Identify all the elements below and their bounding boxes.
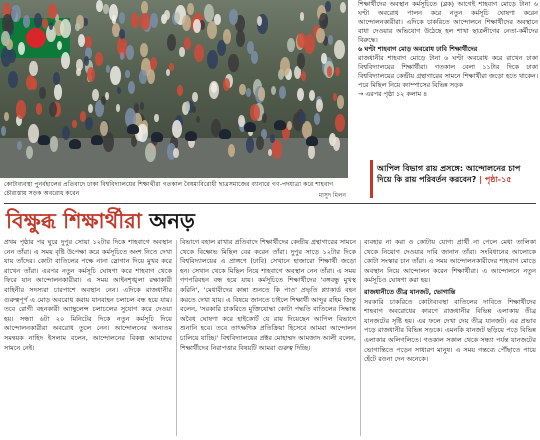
crowd-figure [211, 82, 217, 93]
crowd-figure [26, 146, 33, 159]
crowd-figure [340, 2, 346, 13]
crowd-figure [92, 89, 99, 101]
crowd-figure [239, 84, 245, 96]
crowd-figure [272, 140, 283, 159]
crowd-figure [150, 13, 158, 28]
crowd-figure [287, 38, 295, 52]
crowd-figure [321, 53, 327, 63]
headline-part-1: বিক্ষুব্ধ শিক্ষার্থীরা [6, 209, 142, 233]
crowd-figure [172, 120, 182, 138]
crowd-figure [117, 87, 121, 95]
column-divider [176, 240, 177, 436]
headline-part-2: অনড় [149, 209, 195, 233]
crowd-figure [287, 121, 292, 130]
crowd-figure [1, 126, 6, 135]
crowd-figure [49, 102, 57, 117]
crowd-figure [101, 96, 106, 105]
crowd-figure [174, 12, 180, 23]
sidebar-subhead: ৬ ঘণ্টা শাহবাগ মোড় অবরোধ ঢাবি শিক্ষার্থীদের [358, 45, 478, 53]
news-photo [0, 0, 348, 178]
crowd-figure [85, 36, 92, 48]
crowd-figure [140, 13, 150, 30]
crowd-figure [325, 1, 331, 12]
crowd-figure [42, 18, 48, 29]
crowd-figure [279, 86, 286, 99]
crowd-figure [207, 21, 217, 39]
caption-text: কোটাব্যবস্থা পুনর্বহালের প্রতিবাদে ঢাকা বিশ্ববিদ্যালয়ের শিক্ষার্থীরা গতকাল বৈষম্যবিরোধী ছাত্রসমাজের ব্যানারে গণ-পদযাত্রা করে শাহবাগ চৌরাস্তায় সড়ক অবরোধ করেন [4, 181, 334, 197]
crowd-figure [182, 15, 191, 31]
crowd-figure [192, 106, 196, 114]
promo-text: আপিল বিভাগ রায় প্রসঙ্গে: আন্দোলনের চাপ দিয়ে কি রায় পরিবর্তন করবেন? [377, 164, 521, 184]
crowd-figure [179, 47, 184, 57]
crowd-figure [103, 4, 108, 14]
crowd-figure [335, 67, 340, 76]
column-divider [360, 240, 361, 436]
crowd-figure [76, 59, 83, 71]
crowd-figure [139, 70, 146, 83]
crowd-figure [23, 15, 30, 28]
crowd-figure [194, 44, 204, 62]
crowd-figure [297, 53, 306, 69]
crowd-figure [177, 85, 183, 95]
police-helmet [38, 135, 50, 145]
promo-box[interactable] [370, 160, 536, 198]
crowd-figure [109, 4, 118, 20]
crowd-figure [319, 13, 328, 28]
crowd-figure [334, 40, 345, 60]
column-3-body: সরকারি চাকরিতে কোটাব্যবস্থা বাতিলের দাবিতে শিক্ষার্থীদের শাহবাগ অবরোধের কারণে রাজধানীর বিভিন্ন এলাকায় তীব্র যানজটের সৃষ্টি হয়। এর ফলে দেখা দেয় তীব্র যানজট। এর প্রভাব পড়ে রাজধানীর বিভিন্ন সড়কে। এমনকি যানজট ছড়িয়ে পড়ে বিভিন্ন এলাকার অলিগলিতে। গতকাল সকাল থেকে সন্ধ্যা পর্যন্ত যানজটের ভোগান্তিতে পড়েন সাধারণ মানুষ। এ সময় গন্তব্যে পৌঁছাতে পায়ে হেঁটে রওনা দেন অনেকে। [364, 297, 536, 364]
sidebar-body: রাজধানীর শাহবাগ মোড়ে টানা ৬ ঘণ্টা অবরোধ করে রাখেন ঢাকা বিশ্ববিদ্যালয়ের শিক্ষার্থীরা। গতকাল বেলা ১১টার দিকে ঢাকা বিশ্ববিদ্যালয়ের কেন্দ্রীয় গ্রন্থাগারের সামনে শিক্ষার্থীরা জড়ো হতে থাকেন। পরে মিছিল নিয়ে ক্যাম্পাসের বিভিন্ন সড়ক [358, 54, 538, 89]
crowd-figure [280, 57, 290, 75]
column-2-text: বিভাগে বহাল রাখার প্রতিবাদে শিক্ষার্থীদের কেন্দ্রীয় গ্রন্থাগারের সামনে থেকে বিক্ষোভ মিছিল বের করেন তাঁরা। দুপুর সাড়ে ১২টার দিকে বিশ্ববিদ্যালয়ের এ প্রাঙ্গণে (ঢাবি) সেখানে হাজারো শিক্ষার্থী জড়ো হন। সেখান থেকে মিছিল নিয়ে শাহবাগে অবস্থান নেন তাঁরা। এ সময় গণপরিবহন বন্ধ হয়ে যায়। কর্মসূচিতে শিক্ষার্থীদের 'বঙ্গবন্ধু মুখস্থ করিনি', 'মেধাবীদের কান্না শুনতে কি পাও' প্রভৃতি প্ল্যাকার্ড বহন করতে দেখা যায়। এ বিষয়ে জানতে চাইলে শিক্ষার্থী আব্দুর রহিম জিতু বলেন, 'সরকারি চাকরিতে মুক্তিযোদ্ধা কোটা পদ্ধতি বাতিলের সিদ্ধান্ত অবৈধ ঘোষণা করে হাইকোর্ট যে রায় দিয়েছেন আপিল বিভাগে শুনানি হবে। তবে তাৎক্ষণিক প্রতিক্রিয়া হিসেবে আমরা আন্দোলন চালিয়ে যাচ্ছি।' বিশ্ববিদ্যালয়ের প্রক্টর মোহাম্মদ আমজাদ আলী বলেন, শিক্ষার্থীদের নিরাপত্তার বিষয়টি আমরা গুরুত্ব দিচ্ছি। [180, 238, 356, 352]
crowd-figure [164, 10, 170, 20]
crowd-figure [316, 28, 325, 44]
sidebar-article [358, 0, 538, 152]
police-helmet [151, 132, 163, 142]
crowd-figure [236, 30, 245, 47]
crowd-figure [328, 35, 333, 45]
article-column-3 [364, 238, 536, 438]
crowd-figure [39, 87, 46, 99]
crowd-figure [140, 43, 148, 58]
crowd-figure [36, 103, 42, 114]
sidebar-intro: শিক্ষার্থীদের অবস্থান কর্মসূচিতে (ব্লক) আগেই শাহবাগ মোড়ে টানা ৬ ঘণ্টা অবরোধ পালন করে নতুন কর্মসূচি ঘোষণা করেন আন্দোলনকারীরা। এদিকে চাকরিতে আন্দোলনে শিক্ষার্থীদের অবস্থানে বাধা দেওয়ার অভিযোগ উঠেছে হল শাখা ছাত্রলীগের নেতা-কর্মীদের বিরুদ্ধে। [358, 0, 538, 44]
crowd-figure [169, 63, 174, 72]
crowd-figure [75, 23, 79, 31]
flag-circle [26, 28, 46, 48]
crowd-figure [95, 52, 103, 66]
crowd-figure [228, 54, 238, 72]
column-3-subhead: রাজধানীতে তীব্র যানজট, ভোগান্তি [364, 287, 456, 296]
police-helmet [274, 120, 286, 130]
crowd-figure [29, 61, 37, 76]
crowd-figure [16, 100, 26, 118]
crowd-figure [87, 67, 95, 82]
crowd-figure [297, 33, 306, 48]
crowd-figure [137, 124, 147, 143]
crowd-figure [54, 84, 63, 100]
article-column-1 [4, 238, 172, 438]
crowd-figure [187, 3, 194, 16]
crowd-figure [250, 104, 259, 121]
crowd-figure [309, 90, 315, 101]
crowd-figure [116, 104, 120, 111]
crowd-figure [308, 145, 316, 159]
crowd-figure [78, 34, 85, 47]
police-helmet [127, 124, 139, 134]
crowd-figure [228, 144, 235, 157]
section-divider [4, 203, 536, 204]
crowd-figure [110, 66, 121, 85]
crowd-figure [173, 148, 179, 158]
crowd-figure [119, 12, 125, 24]
crowd-figure [301, 71, 307, 81]
crowd-figure [83, 18, 87, 25]
crowd-figure [256, 136, 264, 150]
crowd-figure [120, 52, 124, 60]
crowd-figure [299, 112, 305, 124]
crowd-figure [196, 116, 200, 123]
crowd-figure [11, 5, 21, 23]
crowd-figure [262, 113, 267, 122]
crowd-figure [271, 86, 276, 95]
police-helmet [219, 129, 231, 139]
crowd-figure [154, 114, 159, 123]
crowd-figure [48, 4, 56, 19]
photo-caption [4, 180, 348, 200]
crowd-figure [88, 104, 93, 113]
crowd-figure [85, 117, 92, 130]
column-1-text: প্রথম পৃষ্ঠার পর ঘুরে দুপুর সোয়া ১২টার দিকে শাহবাগে অবস্থান নেন তাঁরা। এ সময় বৃষ্টি উপেক্ষা করে কর্মসূচিতে অংশ নিতে দেখা যায় তাঁদের। কোটা বাতিলের পক্ষে নানা স্লোগান দিয়ে মুখর করে রাখেন তাঁরা। এরপর নতুন কর্মসূচি ঘোষণা করে শাহবাগ থেকে ফিরে যান আন্দোলনকারীরা। এ সময় আইনশৃঙ্খলা রক্ষাকারী বাহিনীর সদস্যরা চারপাশে অবস্থান নেন। এদিকে রাজধানীর গুরুত্বপূর্ণ এ মোড় অবরোধ করায় যানবাহন চলাচল বন্ধ হয়ে যায়। তবে রোগী বহনকারী অ্যাম্বুলেন্স চলাচলের সুযোগ করে দেওয়া হয়। সন্ধ্যা ৬টা ২০ মিনিটের দিকে নতুন কর্মসূচি দিয়ে আন্দোলনকারীরা অবরোধ তুলে নেন। আন্দোলনের অন্যতম সমন্বয়ক নাহিদ ইসলাম বলেন, আন্দোলনের বিকল্প আমাদের সামনে নেই। [4, 238, 172, 352]
police-helmet [69, 139, 81, 149]
crowd-figure [8, 71, 18, 88]
crowd-figure [4, 112, 9, 121]
crowd-figure [31, 78, 38, 90]
crowd-figure [105, 92, 109, 99]
photo-credit: মাসুদ মিলন [318, 192, 346, 199]
crowd-figure [126, 45, 134, 60]
crowd-figure [128, 81, 135, 94]
crowd-figure [96, 0, 103, 12]
crowd-figure [297, 88, 304, 101]
crowd-figure [50, 136, 58, 151]
crowd-figure [140, 102, 144, 110]
crowd-figure [247, 41, 254, 54]
article-column-2 [180, 238, 356, 438]
crowd-figure [193, 19, 201, 33]
main-headline [6, 206, 195, 238]
crowd-figure [223, 78, 230, 91]
crowd-figure [335, 114, 345, 132]
sidebar-jump-link[interactable]: → এরপর পৃষ্ঠা ১২ কলাম ৪ [358, 90, 428, 98]
crowd-figure [316, 99, 323, 112]
police-helmet [306, 136, 318, 146]
crowd-figure [207, 50, 218, 69]
promo-page-ref: | পৃষ্ঠা-১৫ [479, 175, 512, 184]
crowd-figure [333, 137, 340, 150]
crowd-figure [337, 95, 345, 109]
police-helmet [91, 135, 103, 145]
crowd-figure [61, 52, 71, 70]
crowd-figure [333, 93, 337, 100]
crowd-figure [125, 70, 129, 78]
crowd-figure [150, 57, 157, 70]
column-3-text: ব্যবহার না করা ও কোটায় যোগ্য প্রার্থী না পেলে মেধা তালিকা থেকে নিয়োগ দেওয়ার দাবি জানান তাঁরা। সংবিধানের আলোকে কোটা সংস্কার চান তাঁরা। এ সময় আন্দোলনকারীদের শাহবাগ মোড়ে অবস্থান নিয়ে আন্দোলন করেন শিক্ষার্থীরা। এ আন্দোলনে নতুন কর্মসূচিও ঘোষণা করা হয়। [364, 238, 536, 285]
police-helmet [185, 131, 197, 141]
crowd-figure [246, 88, 251, 97]
crowd-figure [6, 39, 12, 51]
crowd-figure [257, 16, 263, 26]
crowd-figure [184, 37, 191, 49]
crowd-figure [204, 4, 214, 22]
crowd-figure [131, 13, 139, 28]
crowd-figure [300, 12, 305, 20]
crowd-figure [1, 47, 12, 66]
police-helmet [244, 122, 256, 132]
crowd-figure [223, 29, 231, 44]
crowd-figure [192, 92, 198, 102]
crowd-figure [314, 113, 321, 125]
crowd-figure [167, 34, 176, 50]
crowd-figure [119, 29, 125, 39]
crowd-figure [72, 120, 77, 128]
